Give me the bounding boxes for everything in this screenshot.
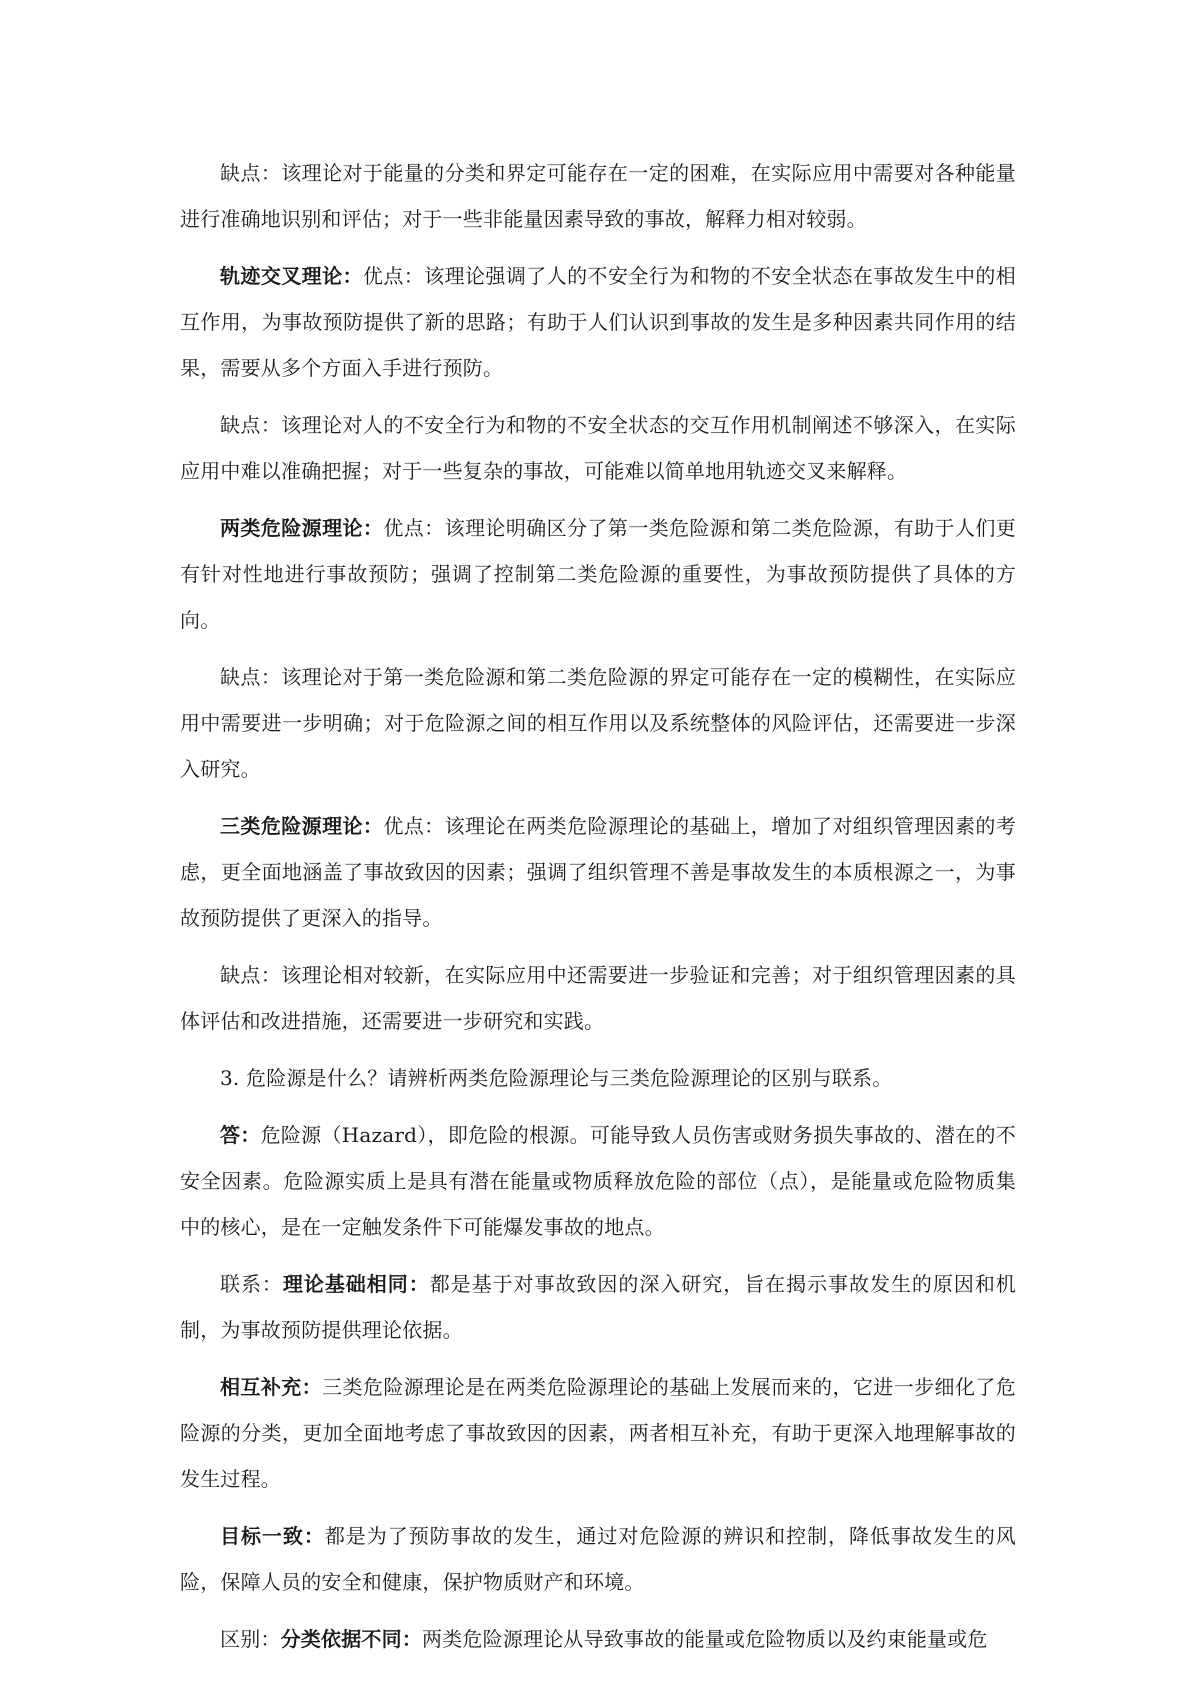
paragraph xyxy=(180,150,1016,242)
body-text: 缺点：该理论对人的不安全行为和物的不安全状态的交互作用机制阐述不够深入，在实际应用中难以准确把握；对于一些复杂的事故，可能难以简单地用轨迹交叉来解释。 xyxy=(180,413,1016,483)
paragraph xyxy=(180,402,1016,494)
body-text: 缺点：该理论相对较新，在实际应用中还需要进一步验证和完善；对于组织管理因素的具体评估和改进措施，还需要进一步研究和实践。 xyxy=(180,963,1016,1033)
paragraph xyxy=(180,654,1016,792)
paragraph xyxy=(180,1364,1016,1502)
paragraph xyxy=(180,1261,1016,1353)
paragraph xyxy=(180,505,1016,643)
body-text: 联系： xyxy=(220,1272,283,1296)
body-text: 3. 危险源是什么？请辨析两类危险源理论与三类危险源理论的区别与联系。 xyxy=(220,1066,893,1090)
body-text: 区别： xyxy=(220,1627,281,1651)
document-page xyxy=(180,150,1016,1673)
paragraph xyxy=(180,253,1016,391)
paragraph xyxy=(180,803,1016,941)
paragraph xyxy=(180,1616,1016,1662)
bold-heading-text: 分类依据不同： xyxy=(280,1627,423,1651)
body-text: 缺点：该理论对于能量的分类和界定可能存在一定的困难，在实际应用中需要对各种能量进行准确地识别和评估；对于一些非能量因素导致的事故，解释力相对较弱。 xyxy=(180,161,1016,231)
body-text: 优点：该理论在两类危险源理论的基础上，增加了对组织管理因素的考虑，更全面地涵盖了事故致因的因素；强调了组织管理不善是事故发生的本质根源之一，为事故预防提供了更深入的指导。 xyxy=(180,814,1016,930)
body-text: 两类危险源理论从导致事故的能量或危险物质以及约束能量或危 xyxy=(422,1627,988,1651)
bold-heading-text: 轨迹交叉理论： xyxy=(220,264,363,288)
body-text: 优点：该理论明确区分了第一类危险源和第二类危险源，有助于人们更有针对性地进行事故预防；强调了控制第二类危险源的重要性，为事故预防提供了具体的方向。 xyxy=(180,516,1016,632)
bold-heading-text: 理论基础相同： xyxy=(282,1272,430,1296)
body-text: 危险源（Hazard），即危险的根源。可能导致人员伤害或财务损失事故的、潜在的不安全因素。危险源实质上是具有潜在能量或物质释放危险的部位（点），是能量或危险物质集中的核心，是在一定触发条件下可能爆发事故的地点。 xyxy=(180,1123,1016,1239)
body-text: 三类危险源理论是在两类危险源理论的基础上发展而来的，它进一步细化了危险源的分类，更加全面地考虑了事故致因的因素，两者相互补充，有助于更深入地理解事故的发生过程。 xyxy=(180,1375,1016,1491)
bold-heading-text: 相互补充： xyxy=(220,1375,323,1399)
bold-heading-text: 两类危险源理论： xyxy=(220,516,384,540)
body-text: 都是基于对事故致因的深入研究，旨在揭示事故发生的原因和机制，为事故预防提供理论依据。 xyxy=(180,1272,1016,1342)
body-text: 缺点：该理论对于第一类危险源和第二类危险源的界定可能存在一定的模糊性，在实际应用中需要进一步明确；对于危险源之间的相互作用以及系统整体的风险评估，还需要进一步深入研究。 xyxy=(180,665,1016,781)
body-text: 优点：该理论强调了人的不安全行为和物的不安全状态在事故发生中的相互作用，为事故预防提供了新的思路；有助于人们认识到事故的发生是多种因素共同作用的结果，需要从多个方面入手进行预防。 xyxy=(180,264,1017,380)
paragraph xyxy=(180,1055,1016,1101)
bold-heading-text: 三类危险源理论： xyxy=(220,814,384,838)
paragraph xyxy=(180,1112,1016,1250)
body-text: 都是为了预防事故的发生，通过对危险源的辨识和控制，降低事故发生的风险，保障人员的安全和健康，保护物质财产和环境。 xyxy=(180,1524,1016,1594)
paragraph xyxy=(180,952,1016,1044)
paragraph xyxy=(180,1513,1016,1605)
bold-heading-text: 目标一致： xyxy=(220,1524,325,1548)
bold-heading-text: 答： xyxy=(220,1123,261,1147)
